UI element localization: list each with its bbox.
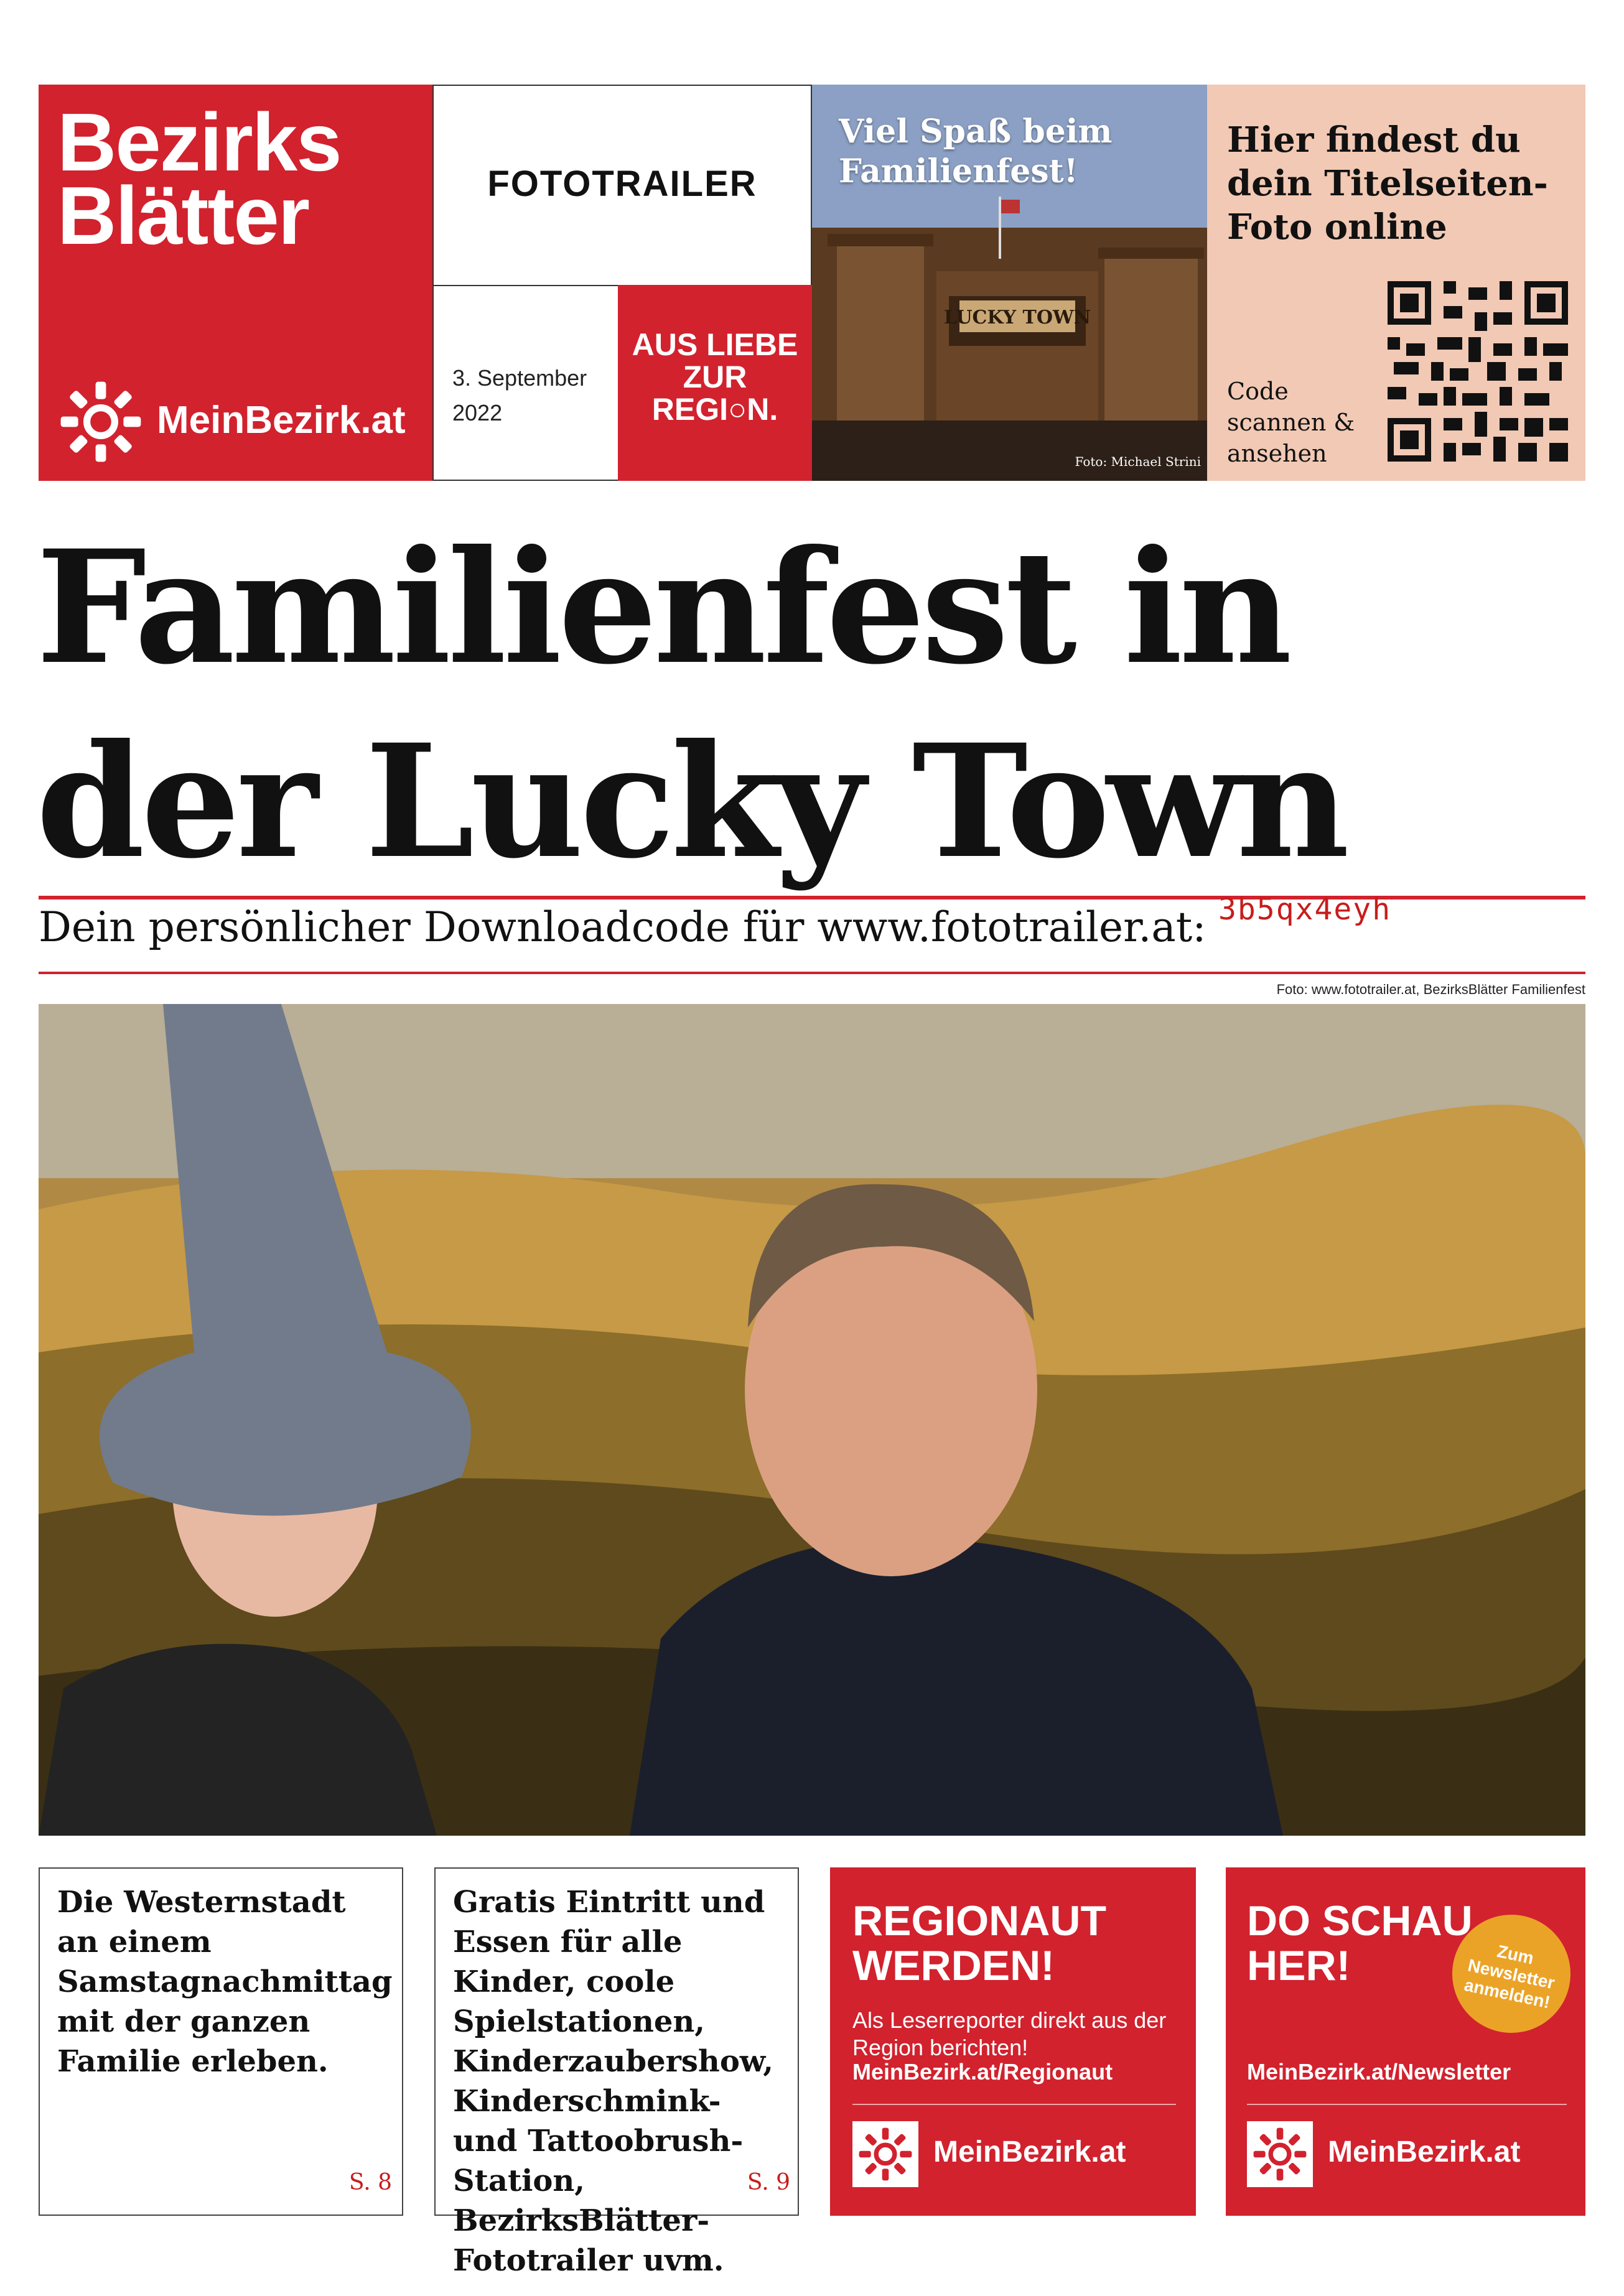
promo-site[interactable]: MeinBezirk.at — [1328, 2136, 1521, 2168]
main-headline: Familienfest in der Lucky Town — [36, 516, 1346, 893]
qr-caption: Code scannen & ansehen — [1227, 378, 1355, 467]
download-code: 3b5qx4eyh — [1218, 892, 1392, 927]
promo-site[interactable]: MeinBezirk.at — [933, 2136, 1126, 2168]
teaser-text: Die Westernstadt an einem Samstagnachmittag mit der ganzen Familie erleben. — [57, 1885, 393, 2079]
meinbezirk-sun-icon — [57, 378, 144, 465]
meinbezirk-sun-icon — [852, 2121, 918, 2187]
teaser-text: Gratis Eintritt und Essen für alle Kinder, coole Spielstationen, Kinderzaubershow, Kinderschmink- und Tattoobrush-Station, BezirksBlätter-Fototrailer uvm. — [453, 1885, 773, 2278]
promo-title: DO SCHAU HER! — [1247, 1897, 1473, 1989]
photo-credit: Foto: Michael Strini — [1075, 454, 1201, 469]
photo-headline: Viel Spaß beim Familienfest! — [839, 113, 1113, 190]
divider — [39, 972, 1585, 974]
promo-body: Als Leserreporter direkt aus der Region berichten! — [852, 2007, 1167, 2060]
slogan: AUS LIEBE ZUR REGI○N. — [632, 327, 798, 427]
portrait-photo-illustration — [39, 1004, 1585, 1836]
issue-date: 3. September 2022 — [452, 365, 587, 425]
meinbezirk-sun-icon — [1247, 2121, 1313, 2187]
teaser-page-ref: S. 9 — [747, 2170, 790, 2195]
divider — [852, 2104, 1176, 2105]
brand-site[interactable]: MeinBezirk.at — [157, 399, 406, 442]
lucky-town-sign: LUCKY TOWN — [943, 307, 1091, 328]
divider — [1247, 2104, 1567, 2105]
qr-code-icon[interactable] — [1388, 281, 1568, 462]
download-label: Dein persönlicher Downloadcode für www.fototrailer.at: — [39, 903, 1206, 951]
teaser-page-ref: S. 8 — [348, 2170, 392, 2195]
main-photo — [39, 1004, 1585, 1836]
newsletter-badge[interactable]: Zum Newsletter anmelden! — [1441, 1903, 1581, 2043]
qr-headline: Hier findest du dein Titelseiten-Foto online — [1227, 119, 1548, 248]
main-photo-credit: Foto: www.fototrailer.at, BezirksBlätter Familienfest — [1276, 982, 1585, 997]
promo-link[interactable]: MeinBezirk.at/Newsletter — [1247, 2059, 1511, 2085]
promo-link[interactable]: MeinBezirk.at/Regionaut — [852, 2059, 1113, 2085]
section-label: FOTOTRAILER — [487, 164, 757, 204]
brand-title: Bezirks Blätter — [57, 96, 341, 261]
promo-title: REGIONAUT WERDEN! — [852, 1897, 1106, 1989]
